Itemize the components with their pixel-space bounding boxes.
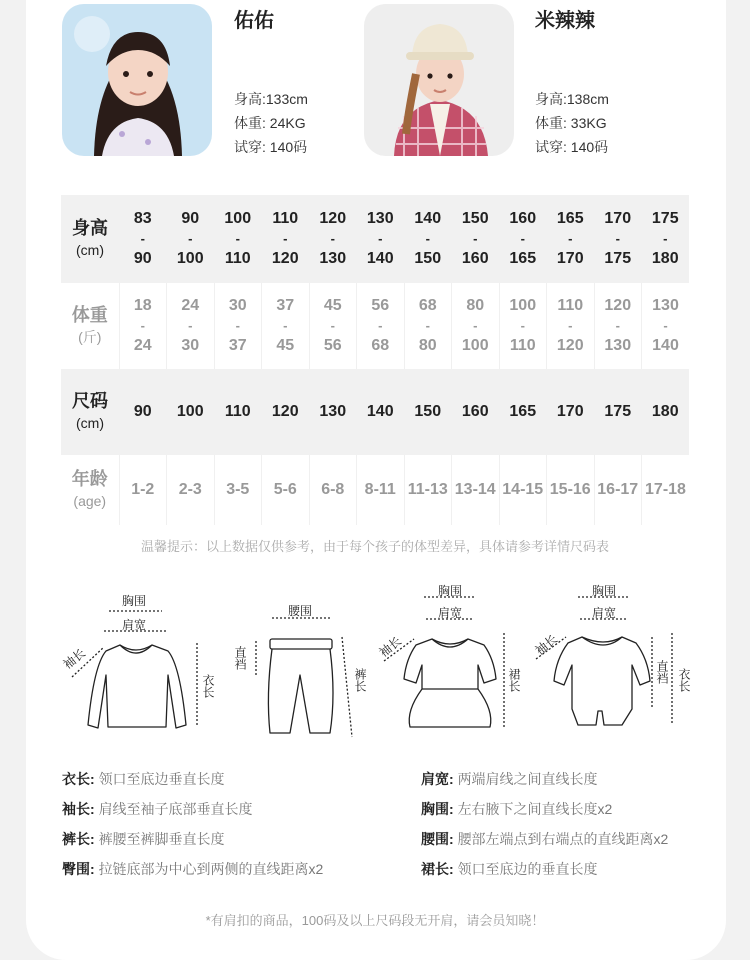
size-cell: 120	[271, 403, 299, 420]
measurement-diagrams	[0, 575, 750, 745]
weight-range-cell: 80 - 100	[452, 283, 500, 369]
row-header-age: 年龄 (age)	[61, 455, 119, 525]
size-cell: 130	[319, 403, 347, 420]
height-range-cell: 140 - 150	[414, 210, 442, 267]
label-sleeve: 袖长	[532, 631, 561, 658]
footer-note: *有肩扣的商品，100码及以上尺码段无开肩，请会员知晓！	[205, 913, 545, 928]
model-weight: 体重: 33KG	[535, 115, 607, 131]
model-photo-milala	[364, 4, 514, 156]
legend-item: 裙长: 领口至底边的垂直长度	[421, 861, 598, 877]
age-cell: 2-3	[167, 455, 215, 525]
label-sleeve: 袖长	[60, 645, 89, 672]
age-cell: 3-5	[214, 455, 262, 525]
label-rise: 直裆	[233, 646, 247, 670]
height-range-cell: 100 - 110	[224, 210, 252, 267]
row-header-size: 尺码 (cm)	[72, 391, 108, 431]
height-range-cell: 150 - 160	[461, 210, 489, 267]
height-range-cell: 175 - 180	[651, 210, 679, 267]
age-cell: 1-2	[119, 455, 167, 525]
model-weight: 体重: 24KG	[234, 115, 306, 131]
legend-item: 衣长: 领口至底边垂直长度	[62, 771, 225, 787]
weight-range-cell: 120 - 130	[594, 283, 642, 369]
weight-range-cell: 30 - 37	[214, 283, 262, 369]
label-chest: 胸围	[592, 584, 617, 598]
weight-range-cell: 130 - 140	[652, 297, 679, 354]
height-row	[61, 195, 689, 283]
label-length: 衣长	[677, 668, 691, 692]
age-cell: 14-15	[499, 455, 547, 525]
reference-tip: 温馨提示：以上数据仅供参考，由于每个孩子的体型差异，具体请参考详情尺码表	[140, 539, 609, 554]
label-pants-length: 裤长	[353, 668, 367, 692]
model-height: 身高:138cm	[535, 91, 609, 107]
legend-item: 裤长: 裤腰至裤脚垂直长度	[62, 831, 225, 847]
label-chest: 胸围	[122, 594, 147, 608]
age-cell: 17-18	[645, 481, 686, 498]
legend-item: 腰围: 腰部左端点到右端点的直线距离x2	[421, 831, 669, 847]
legend-item: 肩宽: 两端肩线之间直线长度	[421, 771, 598, 787]
label-shoulder: 肩宽	[438, 606, 463, 620]
weight-range-cell: 56 - 68	[357, 283, 405, 369]
size-cell: 170	[556, 403, 584, 420]
legend-item: 臀围: 拉链底部为中心到两侧的直线距离x2	[62, 861, 324, 877]
label-shoulder: 肩宽	[592, 606, 617, 620]
height-range-cell: 165 - 170	[556, 210, 584, 267]
weight-range-cell: 110 - 120	[547, 283, 595, 369]
model-name: 米辣辣	[535, 10, 595, 32]
label-length: 衣长	[201, 674, 215, 698]
model-tryon-size: 试穿: 140码	[535, 139, 609, 155]
height-range-cell: 160 - 165	[509, 210, 537, 267]
size-cell: 140	[366, 403, 394, 420]
weight-range-cell: 100 - 110	[499, 283, 547, 369]
model-tryon-size: 试穿: 140码	[234, 139, 308, 155]
pants-diagram	[256, 618, 352, 737]
size-cell: 180	[651, 403, 679, 420]
height-range-cell: 83 - 90	[133, 210, 152, 267]
weight-range-cell: 37 - 45	[262, 283, 310, 369]
legend-item: 袖长: 肩线至袖子底部垂直长度	[62, 801, 253, 817]
row-header-weight: 体重 (斤)	[61, 283, 119, 369]
label-rise: 直裆	[655, 660, 669, 684]
weight-range-cell: 68 - 80	[404, 283, 452, 369]
label-sleeve: 袖长	[376, 633, 405, 660]
age-cell: 13-14	[452, 455, 500, 525]
model-photo-youyou	[62, 4, 212, 156]
size-cell: 100	[176, 403, 204, 420]
legend-item: 胸围: 左右腋下之间直线长度x2	[421, 801, 613, 817]
label-shoulder: 肩宽	[122, 618, 147, 632]
height-range-cell: 130 - 140	[366, 210, 394, 267]
row-header-height: 身高 (cm)	[72, 218, 108, 258]
size-cell: 150	[414, 403, 442, 420]
age-cell: 15-16	[547, 455, 595, 525]
height-range-cell: 110 - 120	[271, 210, 299, 267]
size-cell: 110	[224, 403, 251, 420]
weight-row	[61, 283, 689, 369]
age-cell: 5-6	[262, 455, 310, 525]
height-range-cell: 170 - 175	[604, 210, 632, 267]
size-cell: 165	[509, 403, 537, 420]
weight-range-cell: 18 - 24	[119, 283, 167, 369]
model-height: 身高:133cm	[234, 91, 308, 107]
weight-range-cell: 24 - 30	[167, 283, 215, 369]
height-range-cell: 90 - 100	[176, 210, 204, 267]
age-row	[61, 455, 689, 525]
label-chest: 胸围	[438, 584, 463, 598]
age-cell: 6-8	[309, 455, 357, 525]
size-table	[61, 195, 689, 525]
size-cell: 175	[604, 403, 632, 420]
age-cell: 11-13	[404, 455, 452, 525]
model-name: 佑佑	[234, 10, 274, 32]
age-cell: 16-17	[594, 455, 642, 525]
size-row	[61, 369, 689, 455]
weight-range-cell: 45 - 56	[309, 283, 357, 369]
size-cell: 90	[133, 403, 152, 420]
label-skirt-length: 裙长	[507, 668, 521, 692]
age-cell: 8-11	[357, 455, 405, 525]
height-range-cell: 120 - 130	[319, 210, 347, 267]
label-waist: 腰围	[288, 604, 313, 618]
size-cell: 160	[461, 403, 489, 420]
